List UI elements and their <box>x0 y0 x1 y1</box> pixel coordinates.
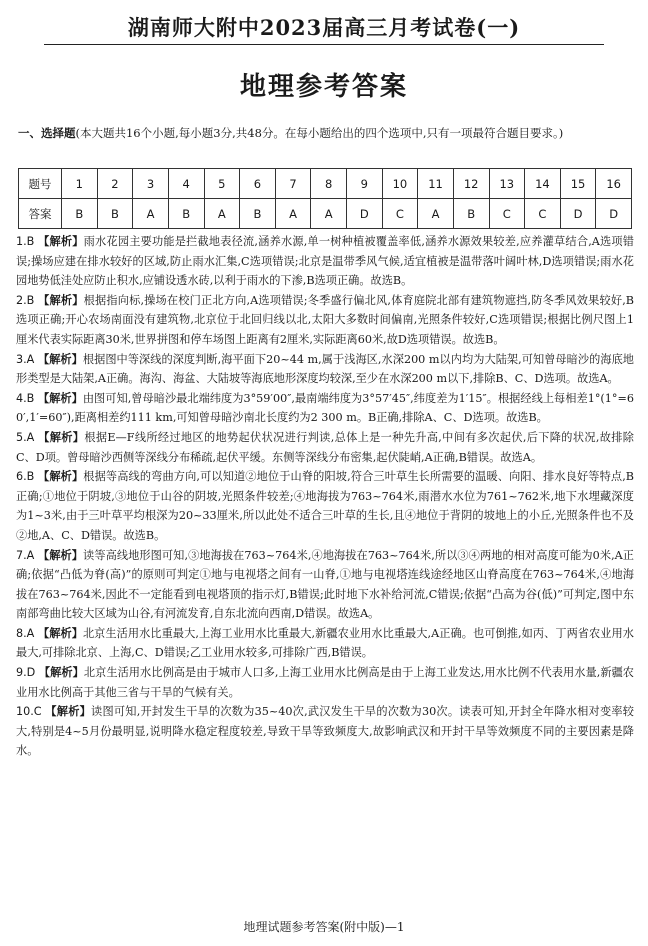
list-item <box>16 624 634 663</box>
answer-table-number-row <box>19 169 632 199</box>
analysis-tag: 【解析】 <box>38 665 84 680</box>
analysis-tag: 【解析】 <box>38 234 84 248</box>
answer-table-answer-cell: C <box>382 199 418 229</box>
list-item <box>16 389 634 428</box>
answer-table-question-number: 2 <box>97 169 133 199</box>
analysis-text: 根据等高线的弯曲方向,可以知道②地位于山脊的阳坡,符合三叶草生长所需要的温暖、向阳、排水良好等特点,B正确;①地位于阴坡,③地位于山谷的阴坡,光照条件较差;④地海拔为763~764米,雨潜水水位为761~762米,地下水埋藏深度为1~3米,由于三叶草平均根深为20~33厘米,所以此处不适合三叶草的生长,且④地位于背阴的坡地上的小丘,光照条件也不及②地,A、C、D错误。故选B。 <box>16 470 634 542</box>
answer-table-answer-cell: D <box>560 199 596 229</box>
header-divider <box>44 44 604 45</box>
analysis-text: 北京生活用水比例高是由于城市人口多,上海工业用水比例高是由于上海工业发达,用水比例不代表用水量,新疆农业用水比例高于其他三省与干旱的气候有关。 <box>16 666 634 699</box>
answer-table-question-number: 8 <box>311 169 347 199</box>
answer-table <box>18 168 632 229</box>
analysis-tag: 【解析】 <box>45 704 92 719</box>
list-item <box>16 232 634 291</box>
analysis-tag: 【解析】 <box>37 390 83 405</box>
analysis-text: 读图可知,开封发生干旱的次数为35~40次,武汉发生干旱的次数为30次。读表可知,开封全年降水相对变率较大,特别是4~5月份最明显,说明降水稳定程度较差,导致干旱等致频度大,故影响武汉和开封干旱等效频度不同的主要因素是降水。 <box>16 705 634 758</box>
answer-table-answer-cell: D <box>596 199 632 229</box>
question-answer-number: 4.B <box>16 391 35 405</box>
analysis-text: 根据指向标,操场在校门正北方向,A选项错误;冬季盛行偏北风,体育庭院北部有建筑物遮挡,防冬季风效果较好,B选项正确;开心农场南面没有建筑物,北京位于北回归线以北,太阳大多数时间偏南,光照条件较好,C选项错误;根据比例尺图上1厘米代表实际距离30米,世界拼图和停车场图上距离有2厘米,实际距离60米,故D选项错误。故选B。 <box>16 293 634 346</box>
answer-table-answer-cell: A <box>275 199 311 229</box>
list-item <box>16 546 634 624</box>
section-heading <box>18 124 634 143</box>
answer-table-answer-cell: A <box>311 199 347 229</box>
explanation-list <box>16 232 634 761</box>
answer-table-question-number: 3 <box>133 169 169 199</box>
section-instructions: (本大题共16个小题,每小题3分,共48分。在每小题给出的四个选项中,只有一项最符合题目要求。) <box>75 126 564 140</box>
question-answer-number: 3.A <box>16 352 35 366</box>
analysis-text: 由图可知,曾母暗沙最北端纬度为3°59′00″,最南端纬度为3°57′45″,纬度差为1′15″。根据经线上每相差1°(1°=60′,1′=60″),距离相差约111 km,可知曾母暗沙南北长度约为2 300 m。B正确,排除A、C、D选项。故选B。 <box>16 391 634 425</box>
list-item <box>16 663 634 702</box>
analysis-text: 根据图中等深线的深度判断,海平面下20~44 m,属于浅海区,水深200 m以内均为大陆架,可知曾母暗沙的海底地形类型是大陆架,A正确。海沟、海盆、大陆坡等海底地形深度均较深,至少在水深200 m以下,排除B、C、D选项。故选A。 <box>16 352 634 386</box>
analysis-tag: 【解析】 <box>37 625 83 640</box>
analysis-tag: 【解析】 <box>38 292 84 307</box>
answer-table-answer-cell: B <box>240 199 276 229</box>
answer-table-question-number: 1 <box>62 169 98 199</box>
answer-table-answer-cell: B <box>453 199 489 229</box>
answer-table-question-number: 5 <box>204 169 240 199</box>
analysis-tag: 【解析】 <box>37 351 83 366</box>
analysis-tag: 【解析】 <box>38 469 84 484</box>
answer-table-question-number: 13 <box>489 169 525 199</box>
answer-table-question-number: 7 <box>275 169 311 199</box>
question-answer-number: 5.A <box>16 430 35 444</box>
page-title: 地理参考答案 <box>239 72 408 102</box>
answer-table-question-number: 11 <box>418 169 454 199</box>
question-answer-number: 9.D <box>16 666 36 680</box>
answer-table-answer-cell: C <box>525 199 561 229</box>
list-item <box>16 428 634 467</box>
list-item <box>16 350 634 389</box>
list-item <box>16 467 634 545</box>
answer-table-answer-cell: B <box>97 199 133 229</box>
analysis-text: 北京生活用水比重最大,上海工业用水比重最大,新疆农业用水比重最大,A正确。也可倒推,如丙、丁两省农业用水最大,可排除北京、上海,C、D错误;乙工业用水较多,可排除广西,B错误。 <box>16 626 634 660</box>
analysis-text: 雨水花园主要功能是拦截地表径流,涵养水源,单一树种植被覆盖率低,涵养水源效果较差,应养灌草结合,A选项错误;操场应建在排水较好的区域,防止雨水汇集,C选项错误;北京是温带季风气候,适宜植被是温带落叶阔叶林,D选项错误;雨水花园地势低洼处应防止积水,应铺设透水砖,以利于雨水的下渗,B选项正确。故选B。 <box>16 235 634 288</box>
question-answer-number: 7.A <box>16 548 35 562</box>
answer-table-question-number: 10 <box>382 169 418 199</box>
answer-table-question-number: 9 <box>347 169 383 199</box>
exam-header-title: 湖南师大附中2023届高三月考试卷(一) <box>127 15 521 40</box>
question-answer-number: 1.B <box>16 235 35 248</box>
question-answer-number: 6.B <box>16 470 35 484</box>
answer-table-answer-row <box>19 199 632 229</box>
analysis-text: 根据E—F线所经过地区的地势起伏状况进行判读,总体上是一种先升高,中间有多次起伏,后下降的状况,故排除C、D项。曾母暗沙西侧等深线分布稀疏,起伏平缓。东侧等深线分布密集,起伏陡峭,A正确,B错误。故选A。 <box>16 430 634 464</box>
question-answer-number: 2.B <box>16 293 35 307</box>
answer-table-row-label: 题号 <box>19 169 62 199</box>
answer-table-question-number: 16 <box>596 169 632 199</box>
list-item <box>16 291 634 350</box>
answer-table-answer-cell: B <box>62 199 98 229</box>
analysis-tag: 【解析】 <box>37 547 84 562</box>
list-item <box>16 702 634 761</box>
answer-table-answer-cell: A <box>133 199 169 229</box>
answer-table-question-number: 14 <box>525 169 561 199</box>
answer-table-question-number: 15 <box>560 169 596 199</box>
answer-table-answer-cell: A <box>204 199 240 229</box>
answer-table-row-label: 答案 <box>19 199 62 229</box>
answer-table-question-number: 6 <box>240 169 276 199</box>
answer-table-question-number: 12 <box>453 169 489 199</box>
question-answer-number: 10.C <box>16 705 42 719</box>
answer-table-answer-cell: C <box>489 199 525 229</box>
answer-table-answer-cell: A <box>418 199 454 229</box>
question-answer-number: 8.A <box>16 626 35 640</box>
answer-table-answer-cell: D <box>347 199 383 229</box>
page-footer: 地理试题参考答案(附中版)—1 <box>243 920 405 934</box>
analysis-tag: 【解析】 <box>38 429 85 444</box>
answer-table-answer-cell: B <box>168 199 204 229</box>
analysis-text: 读等高线地形图可知,③地海拔在763~764米,④地海拔在763~764米,所以③④两地的相对高度可能为0米,A正确;依据“凸低为脊(高)”的原则可判定①地与电视塔之间有一山脊,①地与电视塔连线途经地区山脊高度在763~764米,④地海拔在763~764米,因此不一定能看到电视塔顶的指示灯,B错误;此时地下水补给河流,C错误;依据“凸高为谷(低)”可判定,图中东南部弯曲比较大区域为山谷,有河流发育,自东北流向西南,D错误。故选A。 <box>16 548 634 621</box>
section-label: 一、选择题 <box>18 126 76 140</box>
answer-table-question-number: 4 <box>168 169 204 199</box>
